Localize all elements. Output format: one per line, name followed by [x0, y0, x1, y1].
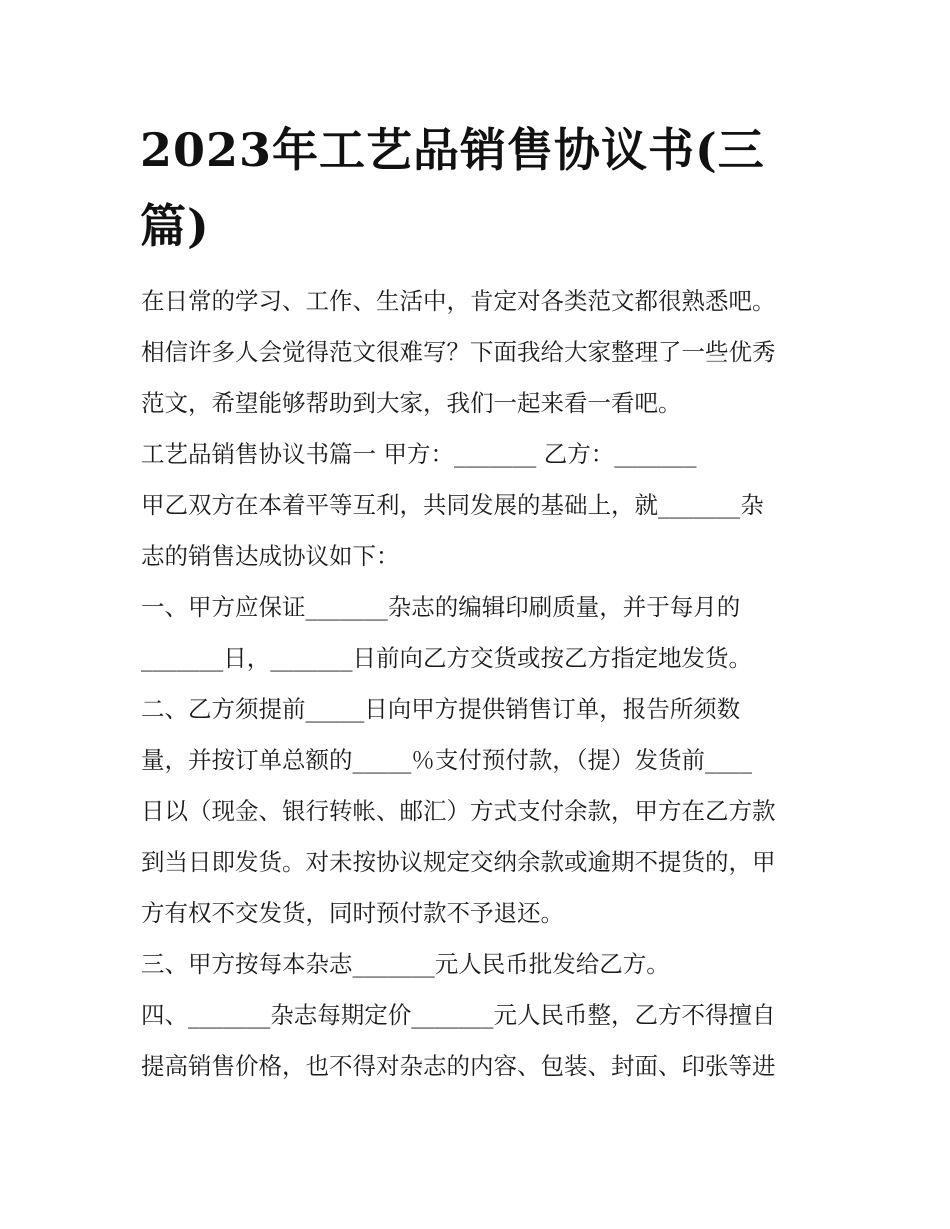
clause-3-line-1: 三、甲方按每本杂志_______元人民币批发给乙方。: [141, 950, 670, 978]
intro-line-3: 范文，希望能够帮助到大家，我们一起来看一看吧。: [141, 389, 682, 417]
clause-4-line-2: 提高销售价格，也不得对杂志的内容、包装、封面、印张等进: [141, 1052, 776, 1080]
clause-2-line-3: 日以（现金、银行转帐、邮汇）方式支付余款，甲方在乙方款: [141, 797, 776, 825]
clause-1-line-1: 一、甲方应保证_______杂志的编辑印刷质量，并于每月的: [141, 593, 741, 621]
clause-4-line-1: 四、_______杂志每期定价_______元人民币整，乙方不得擅自: [141, 1001, 776, 1029]
intro-line-2: 相信许多人会觉得范文很难写？下面我给大家整理了一些优秀: [141, 338, 776, 366]
document-body: [141, 276, 821, 1092]
title-line-1: 2023年工艺品销售协议书(三: [140, 123, 765, 177]
agreement-parties-line: 工艺品销售协议书篇一 甲方：_______ 乙方：_______: [141, 440, 697, 468]
clause-2-line-1: 二、乙方须提前_____日向甲方提供销售订单，报告所须数: [141, 695, 741, 723]
clause-1-line-2: _______日，_______日前向乙方交货或按乙方指定地发货。: [141, 644, 752, 672]
title-line-2: 篇): [140, 199, 210, 253]
clause-2-line-2: 量，并按订单总额的_____％支付预付款，（提）发货前____: [141, 746, 752, 774]
clause-2-line-5: 方有权不交发货，同时预付款不予退还。: [141, 899, 564, 927]
intro-line-1: 在日常的学习、工作、生活中，肯定对各类范文都很熟悉吧。: [141, 287, 776, 315]
document-title: [140, 112, 820, 264]
clause-2-line-4: 到当日即发货。对未按协议规定交纳余款或逾期不提货的，甲: [141, 848, 776, 876]
agreement-preamble-line-1: 甲乙双方在本着平等互利，共同发展的基础上，就_______杂: [141, 491, 764, 519]
agreement-preamble-line-2: 志的销售达成协议如下：: [141, 542, 400, 570]
